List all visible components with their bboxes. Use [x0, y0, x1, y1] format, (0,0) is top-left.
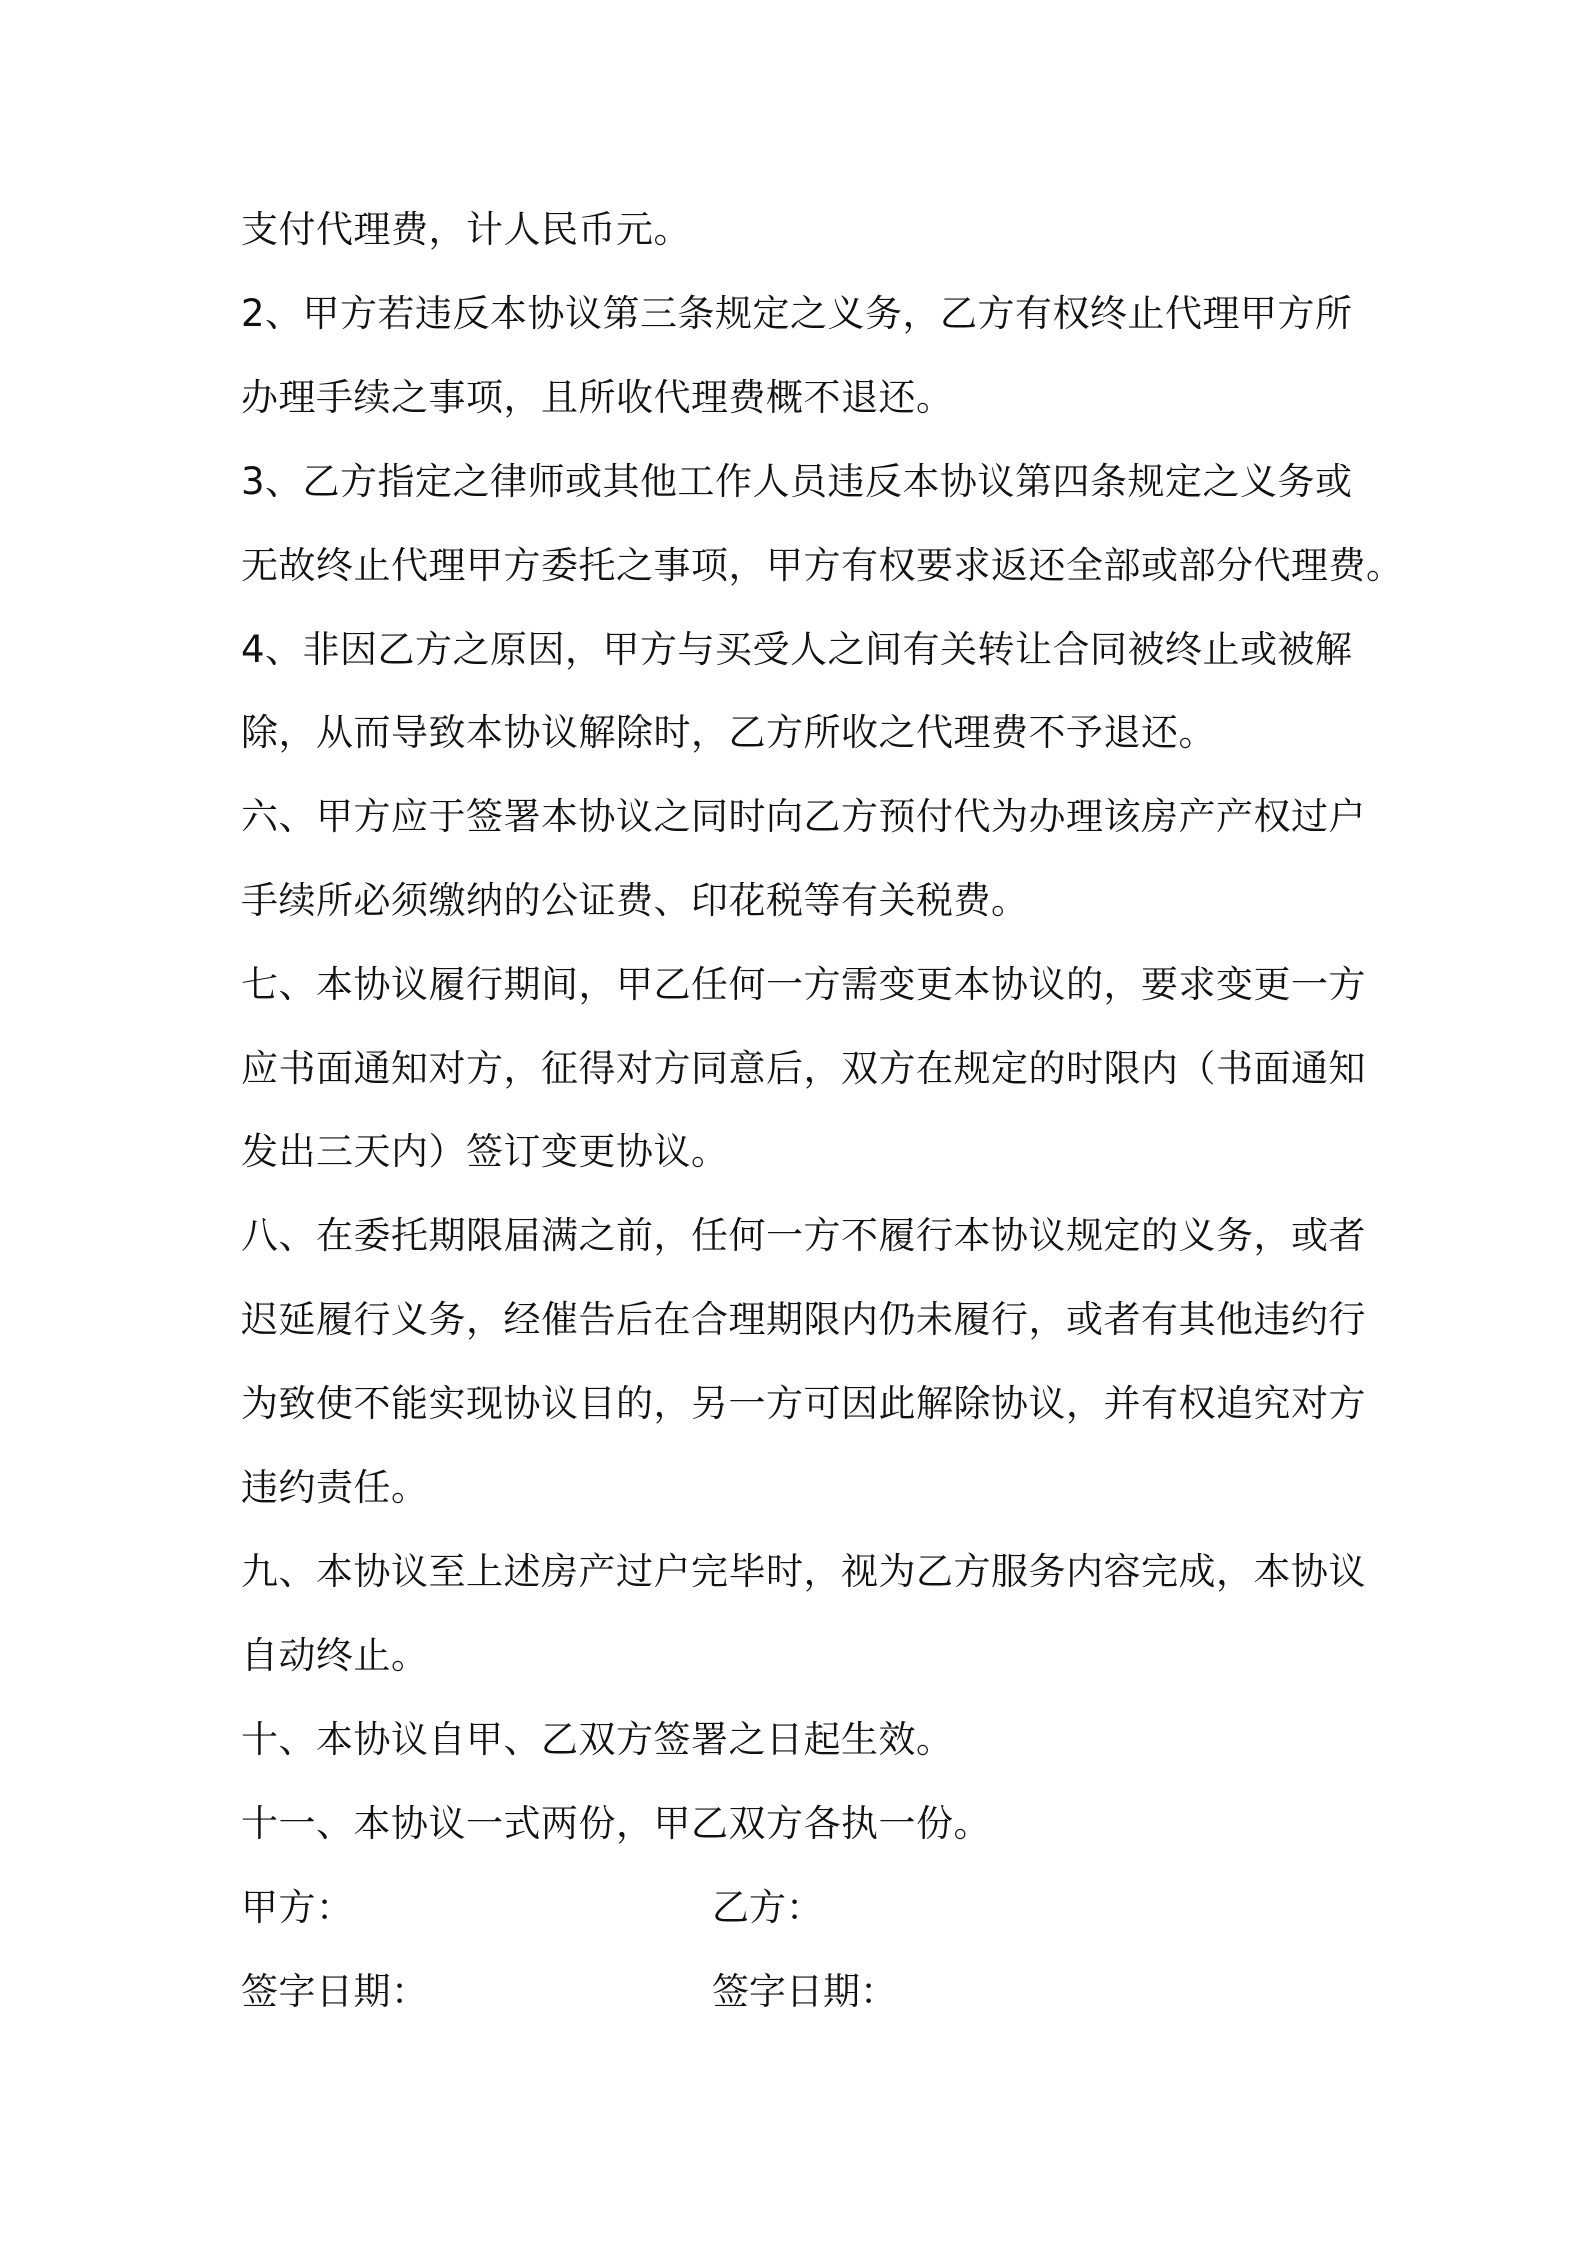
- text-line: 为致使不能实现协议目的，另一方可因此解除协议，并有权追究对方: [241, 1382, 1366, 1425]
- text-line: 自动终止。: [241, 1634, 429, 1677]
- text-line: 2、甲方若违反本协议第三条规定之义务，乙方有权终止代理甲方所: [241, 292, 1353, 335]
- text-line: 除，从而导致本协议解除时，乙方所收之代理费不予退还。: [241, 711, 1216, 754]
- text-line: 发出三天内）签订变更协议。: [241, 1130, 729, 1173]
- party-a-date-label: 签字日期：: [241, 1970, 429, 2013]
- text-line: 4、非因乙方之原因，甲方与买受人之间有关转让合同被终止或被解: [241, 628, 1353, 671]
- text-line: 迟延履行义务，经催告后在合理期限内仍未履行，或者有其他违约行: [241, 1298, 1366, 1341]
- text-line: 六、甲方应于签署本协议之同时向乙方预付代为办理该房产产权过户: [241, 795, 1366, 838]
- text-line: 手续所必须缴纳的公证费、印花税等有关税费。: [241, 879, 1029, 922]
- text-line: 十一、本协议一式两份，甲乙双方各执一份。: [241, 1802, 991, 1845]
- text-line: 应书面通知对方，征得对方同意后，双方在规定的时限内（书面通知: [241, 1047, 1366, 1090]
- text-line: 无故终止代理甲方委托之事项，甲方有权要求返还全部或部分代理费。: [241, 544, 1404, 587]
- text-line: 违约责任。: [241, 1466, 429, 1509]
- party-b-date-label: 签字日期：: [712, 1970, 897, 2013]
- party-b-label: 乙方：: [712, 1886, 823, 1929]
- party-a-label: 甲方：: [241, 1886, 354, 1929]
- text-line: 八、在委托期限届满之前，任何一方不履行本协议规定的义务，或者: [241, 1214, 1366, 1257]
- text-line: 支付代理费，计人民币元。: [241, 208, 691, 251]
- text-line: 七、本协议履行期间，甲乙任何一方需变更本协议的，要求变更一方: [241, 963, 1366, 1006]
- text-line: 十、本协议自甲、乙双方签署之日起生效。: [241, 1718, 954, 1761]
- text-line: 3、乙方指定之律师或其他工作人员违反本协议第四条规定之义务或: [241, 460, 1353, 503]
- text-line: 办理手续之事项，且所收代理费概不退还。: [241, 376, 954, 419]
- text-line: 九、本协议至上述房产过户完毕时，视为乙方服务内容完成，本协议: [241, 1550, 1366, 1593]
